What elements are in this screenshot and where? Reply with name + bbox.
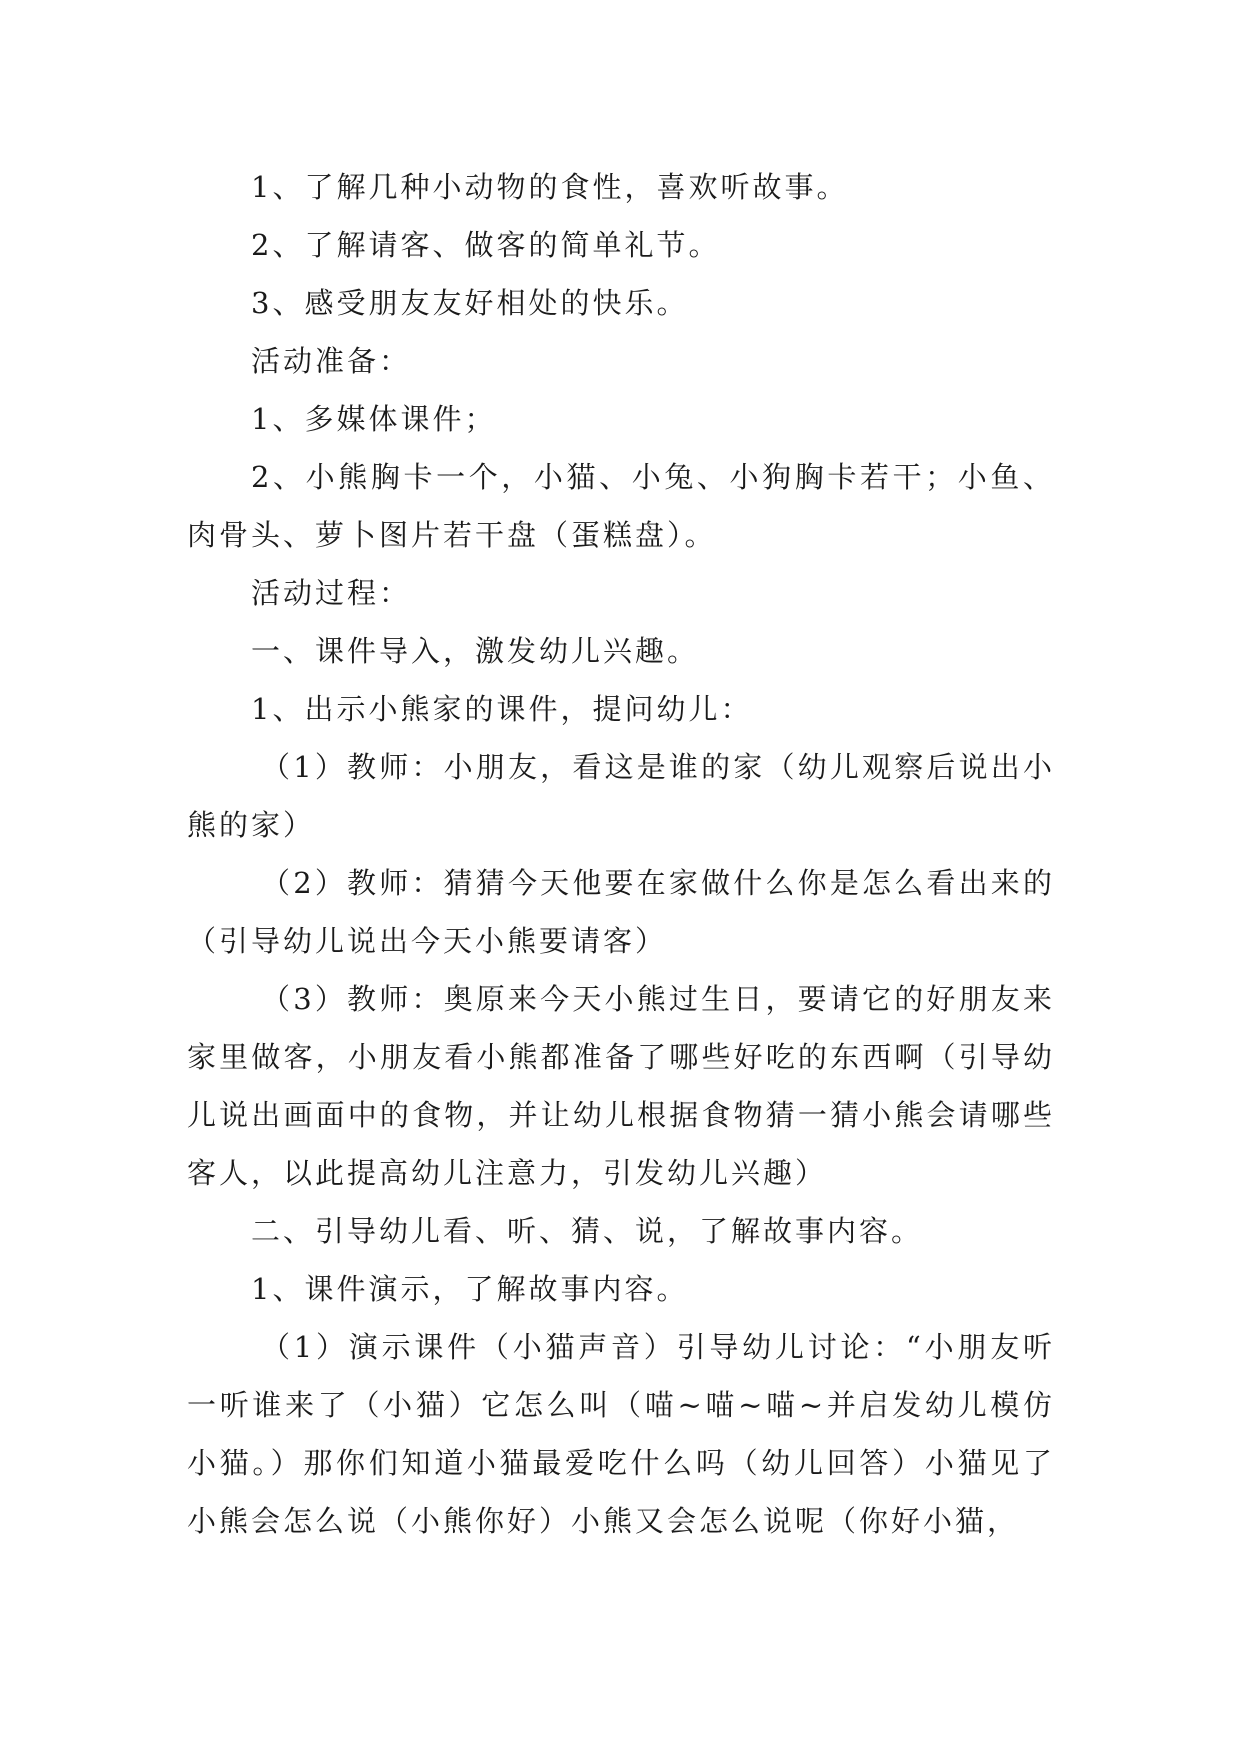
paragraph-question-2: （2）教师：猜猜今天他要在家做什么你是怎么看出来的（引导幼儿说出今天小熊要请客） [187, 866, 1055, 958]
paragraph-step-one: 一、课件导入，激发幼儿兴趣。 [251, 634, 700, 668]
paragraph-goal-2: 2、了解请客、做客的简单礼节。 [251, 228, 721, 262]
paragraph-prep-2: 2、小熊胸卡一个，小猫、小兔、小狗胸卡若干；小鱼、肉骨头、萝卜图片若干盘（蛋糕盘）。 [187, 460, 1055, 552]
paragraph-goal-1: 1、了解几种小动物的食性，喜欢听故事。 [251, 170, 849, 204]
section-heading-process: 活动过程： [251, 576, 412, 610]
section-heading-preparation: 活动准备： [251, 344, 412, 378]
document-body [187, 158, 1055, 1550]
paragraph-goal-3: 3、感受朋友友好相处的快乐。 [251, 286, 689, 320]
paragraph-demo-1: （1）演示课件（小猫声音）引导幼儿讨论：“小朋友听一听谁来了（小猫）它怎么叫（喵~喵~喵~并启发幼儿模仿小猫。）那你们知道小猫最爱吃什么吗（幼儿回答）小猫见了小熊会怎么说（小熊你好）小熊又会怎么说呢（你好小猫， [187, 1330, 1055, 1538]
paragraph-question-3: （3）教师：奥原来今天小熊过生日，要请它的好朋友来家里做客，小朋友看小熊都准备了哪些好吃的东西啊（引导幼儿说出画面中的食物，并让幼儿根据食物猜一猜小熊会请哪些客人，以此提高幼儿注意力，引发幼儿兴趣） [187, 982, 1055, 1190]
paragraph-step-two: 二、引导幼儿看、听、猜、说，了解故事内容。 [251, 1214, 924, 1248]
paragraph-prep-1: 1、多媒体课件； [251, 402, 497, 436]
paragraph-question-1: （1）教师：小朋友，看这是谁的家（幼儿观察后说出小熊的家） [187, 750, 1055, 842]
paragraph-step-two-1: 1、课件演示，了解故事内容。 [251, 1272, 689, 1306]
paragraph-step-one-1: 1、出示小熊家的课件，提问幼儿： [251, 692, 753, 726]
